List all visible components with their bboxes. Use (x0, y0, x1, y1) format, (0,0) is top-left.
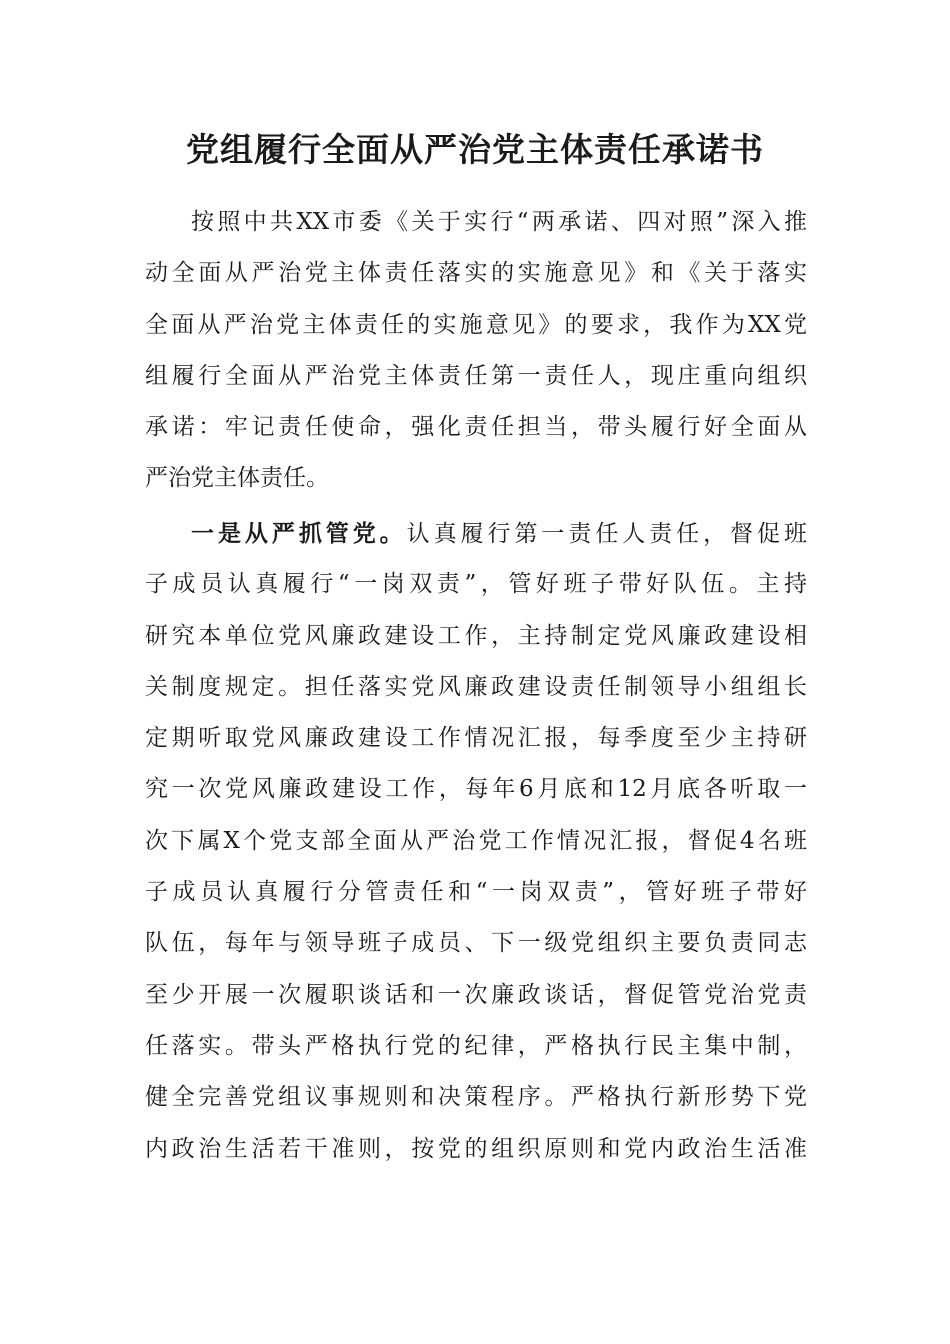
paragraph-line-text: 认真履行第一责任人责任，督促班 (406, 521, 808, 547)
paragraph-line: 关制度规定。担任落实党风廉政建设责任制领导小组组长 (145, 673, 807, 700)
paragraph-line: 严治党主体责任。 (145, 465, 329, 492)
paragraph-line: 内政治生活若干准则，按党的组织原则和党内政治生活准 (145, 1135, 807, 1162)
paragraph-first-line (145, 508, 807, 559)
paragraph-line: 子成员认真履行分管责任和“一岗双责”，管好班子带好 (145, 879, 807, 906)
paragraph-line: 至少开展一次履职谈话和一次廉政谈话，督促管党治党责 (145, 981, 807, 1008)
paragraph-lead-heading: 一是从严抓管党。 (191, 520, 407, 547)
paragraph-line: 任落实。带头严格执行党的纪律，严格执行民主集中制， (145, 1032, 807, 1059)
paragraph-line: 究一次党风廉政建设工作，每年6月底和12月底各听取一 (145, 776, 807, 803)
paragraph-line: 全面从严治党主体责任的实施意见》的要求，我作为XX党 (145, 311, 807, 338)
document-title: 党组履行全面从严治党主体责任承诺书 (186, 130, 764, 169)
paragraph-line: 研究本单位党风廉政建设工作，主持制定党风廉政建设相 (145, 622, 807, 649)
paragraph-strict-party-management (145, 508, 807, 1175)
paragraph-line: 组履行全面从严治党主体责任第一责任人，现庄重向组织 (145, 362, 807, 389)
paragraph-line: 次下属X个党支部全面从严治党工作情况汇报，督促4名班 (145, 827, 807, 854)
paragraph-line: 健全完善党组议事规则和决策程序。严格执行新形势下党 (145, 1084, 807, 1111)
paragraph-line: 定期听取党风廉政建设工作情况汇报，每季度至少主持研 (145, 725, 807, 752)
paragraph-line: 子成员认真履行“一岗双责”，管好班子带好队伍。主持 (145, 571, 807, 598)
paragraph-line: 动全面从严治党主体责任落实的实施意见》和《关于落实 (145, 260, 807, 287)
paragraph-line: 承诺：牢记责任使命，强化责任担当，带头履行好全面从 (145, 414, 807, 441)
paragraph-line: 队伍，每年与领导班子成员、下一级党组织主要负责同志 (145, 930, 807, 957)
paragraph-line: 按照中共XX市委《关于实行“两承诺、四对照”深入推 (191, 209, 807, 235)
paragraph-intro (145, 197, 807, 505)
